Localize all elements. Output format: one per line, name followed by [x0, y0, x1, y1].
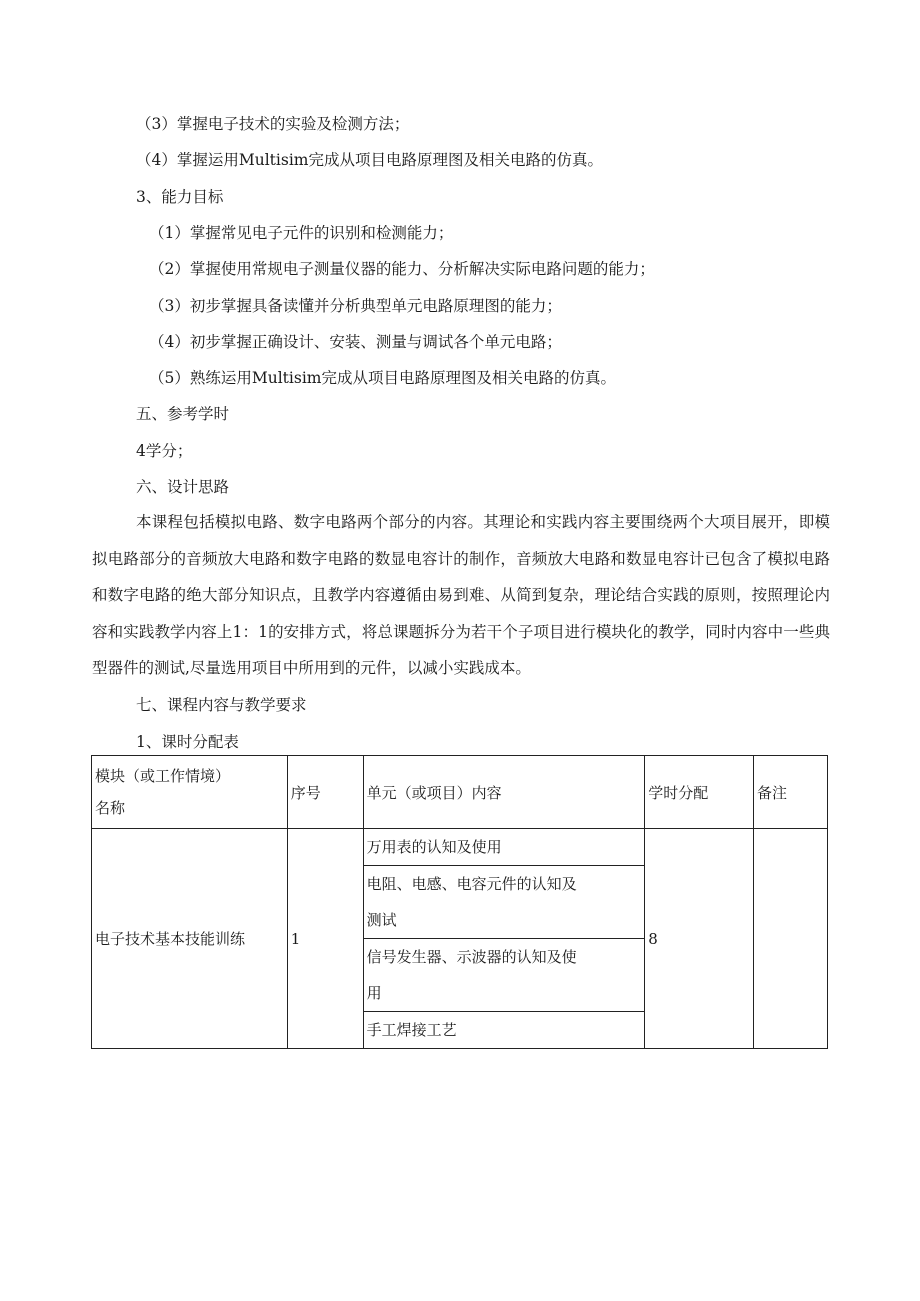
knowledge-item-3: （3）掌握电子技术的实验及检测方法； [136, 115, 410, 133]
hours-allocation-table [91, 755, 828, 1049]
row-note [754, 829, 828, 1049]
section5-heading: 五、参考学时 [136, 405, 230, 423]
header-module [92, 756, 288, 829]
unit-line: 手工焊接工艺 [366, 1021, 457, 1039]
section6-heading: 六、设计思路 [136, 478, 230, 496]
table-caption: 1、课时分配表 [136, 733, 239, 751]
row-hours: 8 [645, 829, 754, 1049]
header-seq: 序号 [287, 756, 363, 829]
unit-line: 电阻、电感、电容元件的认知及 [366, 875, 577, 893]
unit-line: 测试 [366, 911, 397, 929]
header-module-line1: 模块（或工作情境） [95, 767, 231, 785]
ability-item-4: （4）初步掌握正确设计、安装、测量与调试各个单元电路； [149, 333, 562, 351]
row-module: 电子技术基本技能训练 [92, 829, 288, 1049]
ability-item-3: （3）初步掌握具备读懂并分析典型单元电路原理图的能力； [149, 297, 562, 315]
unit-item [364, 829, 645, 866]
header-content: 单元（或项目）内容 [363, 756, 645, 829]
row-units [363, 829, 645, 1049]
header-note: 备注 [754, 756, 828, 829]
knowledge-item-4: （4）掌握运用Multisim完成从项目电路原理图及相关电路的仿真。 [136, 151, 603, 169]
ability-item-1: （1）掌握常见电子元件的识别和检测能力； [149, 224, 454, 242]
unit-item [364, 1012, 645, 1048]
section5-text: 4学分； [136, 442, 193, 460]
ability-item-2: （2）掌握使用常规电子测量仪器的能力、分析解决实际电路问题的能力； [149, 260, 655, 278]
unit-item [364, 866, 645, 939]
unit-item [364, 939, 645, 1012]
unit-line: 信号发生器、示波器的认知及使 [366, 948, 577, 966]
section7-heading: 七、课程内容与教学要求 [136, 696, 307, 714]
header-hours: 学时分配 [645, 756, 754, 829]
row-seq: 1 [287, 829, 363, 1049]
ability-heading: 3、能力目标 [136, 188, 224, 206]
ability-item-5: （5）熟练运用Multisim完成从项目电路原理图及相关电路的仿真。 [149, 369, 616, 387]
header-module-line2: 名称 [95, 799, 126, 817]
unit-line: 用 [366, 984, 382, 1002]
table-header-row [92, 756, 828, 829]
unit-line: 万用表的认知及使用 [366, 838, 502, 856]
table-row [92, 829, 828, 1049]
section6-paragraph: 本课程包括模拟电路、数字电路两个部分的内容。其理论和实践内容主要围绕两个大项目展开，即模拟电路部分的音频放大电路和数字电路的数显电容计的制作，音频放大电路和数显电容计已包含了模拟电路和数字电路的绝大部分知识点，且教学内容遵循由易到难、从简到复杂，理论结合实践的原则，按照理论内容和实践教学内容上1：1的安排方式，将总课题拆分为若干个子项目进行模块化的教学，同时内容中一些典型器件的测试,尽量选用项目中所用到的元件，以减小实践成本。 [92, 513, 830, 677]
